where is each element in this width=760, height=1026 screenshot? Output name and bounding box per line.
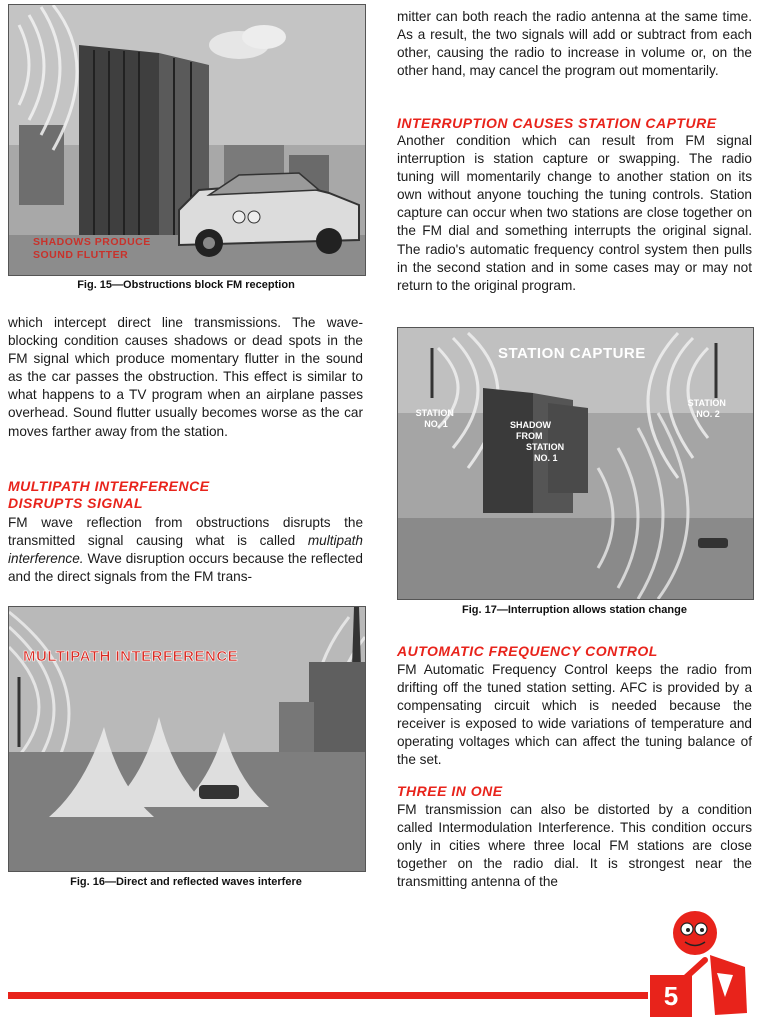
svg-text:SOUND FLUTTER [33, 249, 128, 261]
figure-16-image [8, 606, 366, 872]
footer-red-bar [8, 992, 648, 999]
right-paragraph-top: mitter can both reach the radio antenna at the same time. As a result, the two signals will add or subtract from each other, causing the radio to increase in volume or, on the other hand, may cancel the program out momentarily. [397, 9, 752, 79]
fig17-shadow-line3: STATION [526, 442, 565, 452]
figure-15-image [8, 4, 366, 276]
multipath-term: multipath interference. [8, 533, 363, 567]
heading-multipath-line2: DISRUPTS SIGNAL [8, 495, 144, 511]
fig17-title: STATION CAPTURE [498, 345, 646, 362]
page-number: 5 [650, 975, 692, 1017]
heading-multipath-line1: MULTIPATH INTERFERENCE [8, 478, 210, 494]
fig17-station1-line2: NO. 1 [424, 419, 448, 429]
fig15-overlay-line1: SHADOWS PRODUCE [33, 236, 151, 248]
left-paragraph-2-part-b: Wave disruption occurs because the reflected and the direct signals from the FM trans- [8, 551, 363, 585]
fig15-overlay-line2: SOUND FLUTTER [33, 249, 129, 261]
right-paragraph-afc: FM Automatic Frequency Control keeps the radio from drifting off the tuned station setting. AFC is provided by a compensating circuit which is needed because the receiver is exposed to wide variations of temperature and operating voltages which can affect the tuning balance of the set. [397, 662, 752, 768]
heading-three-in-one: THREE IN ONE [397, 783, 503, 799]
heading-multipath [8, 478, 363, 512]
figure-16-caption: Fig. 16—Direct and reflected waves interfere [70, 876, 302, 888]
fig17-station2-line2: NO. 2 [696, 409, 720, 419]
right-paragraph-capture: Another condition which can result from FM signal interruption is station capture or swapping. The radio tuning will momentarily change to another station on its own without anyone touching the tuning controls. Station capture can occur when two stations are close together on the FM dial and something interrupts the original signal. The radio's automatic frequency control system then pulls in the second station and in some cases may or may not return to the original program. [397, 133, 752, 293]
svg-text:MULTIPATH INTERFERENCE [23, 648, 238, 665]
fig17-shadow-line2: FROM [516, 431, 543, 441]
fig17-shadow-line4: NO. 1 [534, 453, 558, 463]
svg-text:STATION CAPTURE [498, 345, 646, 362]
figure-17-image [397, 327, 754, 600]
heading-station-capture: INTERRUPTION CAUSES STATION CAPTURE [397, 115, 717, 131]
fig17-station2-line1: STATION [687, 398, 726, 408]
fig17-shadow-line1: SHADOW [510, 420, 551, 430]
fig16-overlay: MULTIPATH INTERFERENCE [23, 648, 239, 665]
figure-17-caption: Fig. 17—Interruption allows station change [462, 604, 687, 616]
heading-afc: AUTOMATIC FREQUENCY CONTROL [397, 643, 658, 659]
fig17-station1-line1: STATION [415, 408, 454, 418]
left-paragraph-2 [8, 514, 363, 586]
left-paragraph-1: which intercept direct line transmissions. The wave-blocking condition causes shadows or dead spots in the FM signal which produce momentary flutter in the sound as the car passes the obstruction. This effect is similar to what happens to a TV program when an airplane passes overhead. Sound flutter usually becomes worse as the car moves farther away from the station. [8, 315, 363, 439]
figure-15-caption: Fig. 15—Obstructions block FM reception [77, 279, 295, 291]
svg-text:SHADOWS PRODUCE [33, 236, 151, 248]
left-paragraph-2-part-a: FM wave reflection from obstructions disrupts the transmitted signal causing what is called [8, 515, 363, 549]
right-paragraph-three: FM transmission can also be distorted by a condition called Intermodulation Interference. This condition occurs only in cities where three local FM stations are close together on the radio dial. It is strongest near the transmitting antenna of the [397, 802, 752, 890]
